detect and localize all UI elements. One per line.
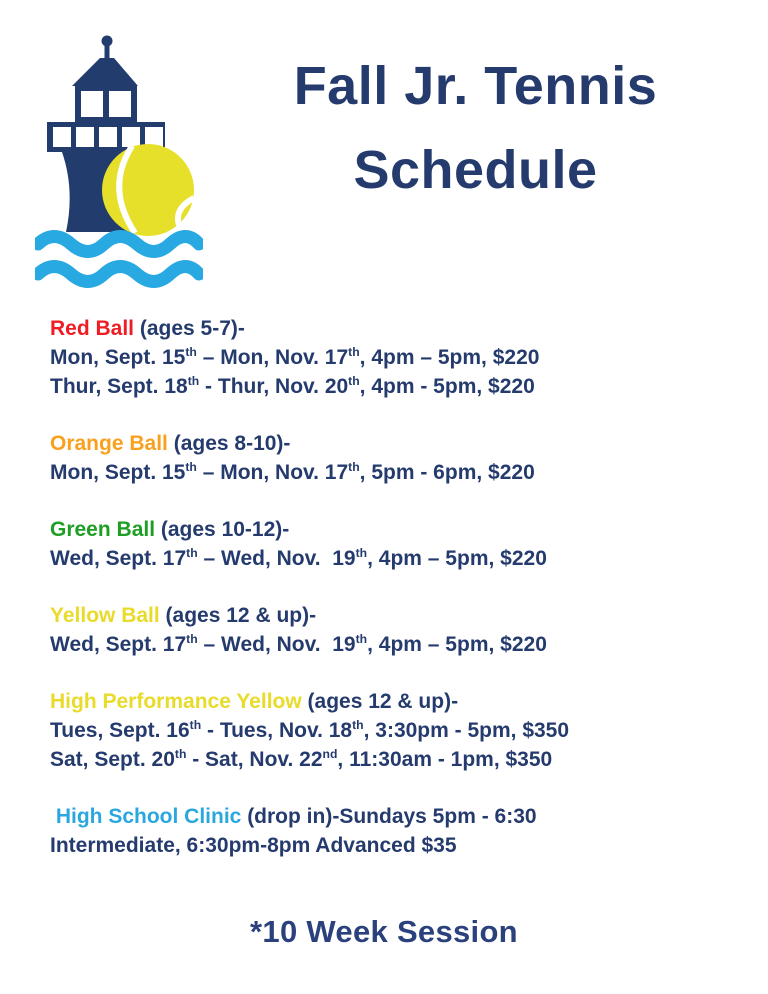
ordinal-superscript: nd — [322, 747, 338, 761]
section-heading — [50, 314, 768, 343]
section-heading — [50, 429, 768, 458]
schedule-section — [50, 802, 768, 860]
schedule-section — [50, 515, 768, 573]
section-ages: (ages 5-7)- — [134, 317, 245, 340]
ordinal-superscript: th — [189, 718, 202, 732]
ordinal-superscript: th — [186, 632, 198, 646]
section-heading — [50, 802, 768, 831]
section-name: Orange Ball — [50, 432, 168, 455]
session-line: Mon, Sept. 15th – Mon, Nov. 17th, 5pm - 6pm, $220 — [50, 460, 535, 484]
session-line: Thur, Sept. 18th - Thur, Nov. 20th, 4pm - 5pm, $220 — [50, 374, 535, 398]
ordinal-superscript: th — [355, 632, 368, 646]
session-line: Wed, Sept. 17th – Wed, Nov. 19th, 4pm – 5pm, $220 — [50, 546, 547, 570]
ordinal-superscript: th — [174, 747, 187, 761]
ordinal-superscript: th — [348, 345, 360, 359]
session-footnote: *10 Week Session — [250, 914, 518, 949]
waves-icon — [38, 237, 199, 282]
section-name: High Performance Yellow — [50, 690, 302, 713]
schedule-section — [50, 314, 768, 401]
schedule-section — [50, 601, 768, 659]
section-name: Red Ball — [50, 317, 135, 340]
poster-footer — [0, 914, 768, 950]
section-name: Green Ball — [50, 518, 156, 541]
section-name: Yellow Ball — [50, 604, 160, 627]
schedule-section — [50, 429, 768, 487]
session-line: Intermediate, 6:30pm-8pm Advanced $35 — [50, 834, 457, 857]
tennis-ball-icon — [102, 144, 194, 236]
session-line: Wed, Sept. 17th – Wed, Nov. 19th, 4pm – 5pm, $220 — [50, 632, 547, 656]
ordinal-superscript: th — [355, 546, 368, 560]
session-line: Mon, Sept. 15th – Mon, Nov. 17th, 4pm – 5pm, $220 — [50, 345, 540, 369]
schedule-section — [50, 687, 768, 774]
poster-header — [0, 0, 768, 290]
page-title-line2: Schedule — [353, 140, 598, 200]
lighthouse-tennis-logo — [35, 30, 203, 290]
session-line: Sat, Sept. 20th - Sat, Nov. 22nd, 11:30am - 1pm, $350 — [50, 747, 553, 771]
session-line: Tues, Sept. 16th - Tues, Nov. 18th, 3:30pm - 5pm, $350 — [50, 718, 570, 742]
section-heading — [50, 515, 768, 544]
ordinal-superscript: th — [348, 374, 360, 388]
page-title-line1: Fall Jr. Tennis — [293, 56, 658, 116]
section-ages: (ages 10-12)- — [155, 518, 290, 541]
ordinal-superscript: th — [185, 345, 197, 359]
section-ages: (drop in)-Sundays 5pm - 6:30 — [241, 805, 537, 828]
section-ages: (ages 12 & up)- — [301, 690, 459, 713]
schedule-list — [0, 290, 768, 860]
ordinal-superscript: th — [187, 374, 200, 388]
ordinal-superscript: th — [352, 718, 364, 732]
page-title — [213, 44, 738, 212]
section-heading — [50, 687, 768, 716]
ordinal-superscript: th — [185, 460, 197, 474]
ordinal-superscript: th — [186, 546, 198, 560]
ordinal-superscript: th — [348, 460, 360, 474]
section-ages: (ages 8-10)- — [167, 432, 291, 455]
section-name: High School Clinic — [50, 805, 242, 828]
section-heading — [50, 601, 768, 630]
section-ages: (ages 12 & up)- — [159, 604, 317, 627]
